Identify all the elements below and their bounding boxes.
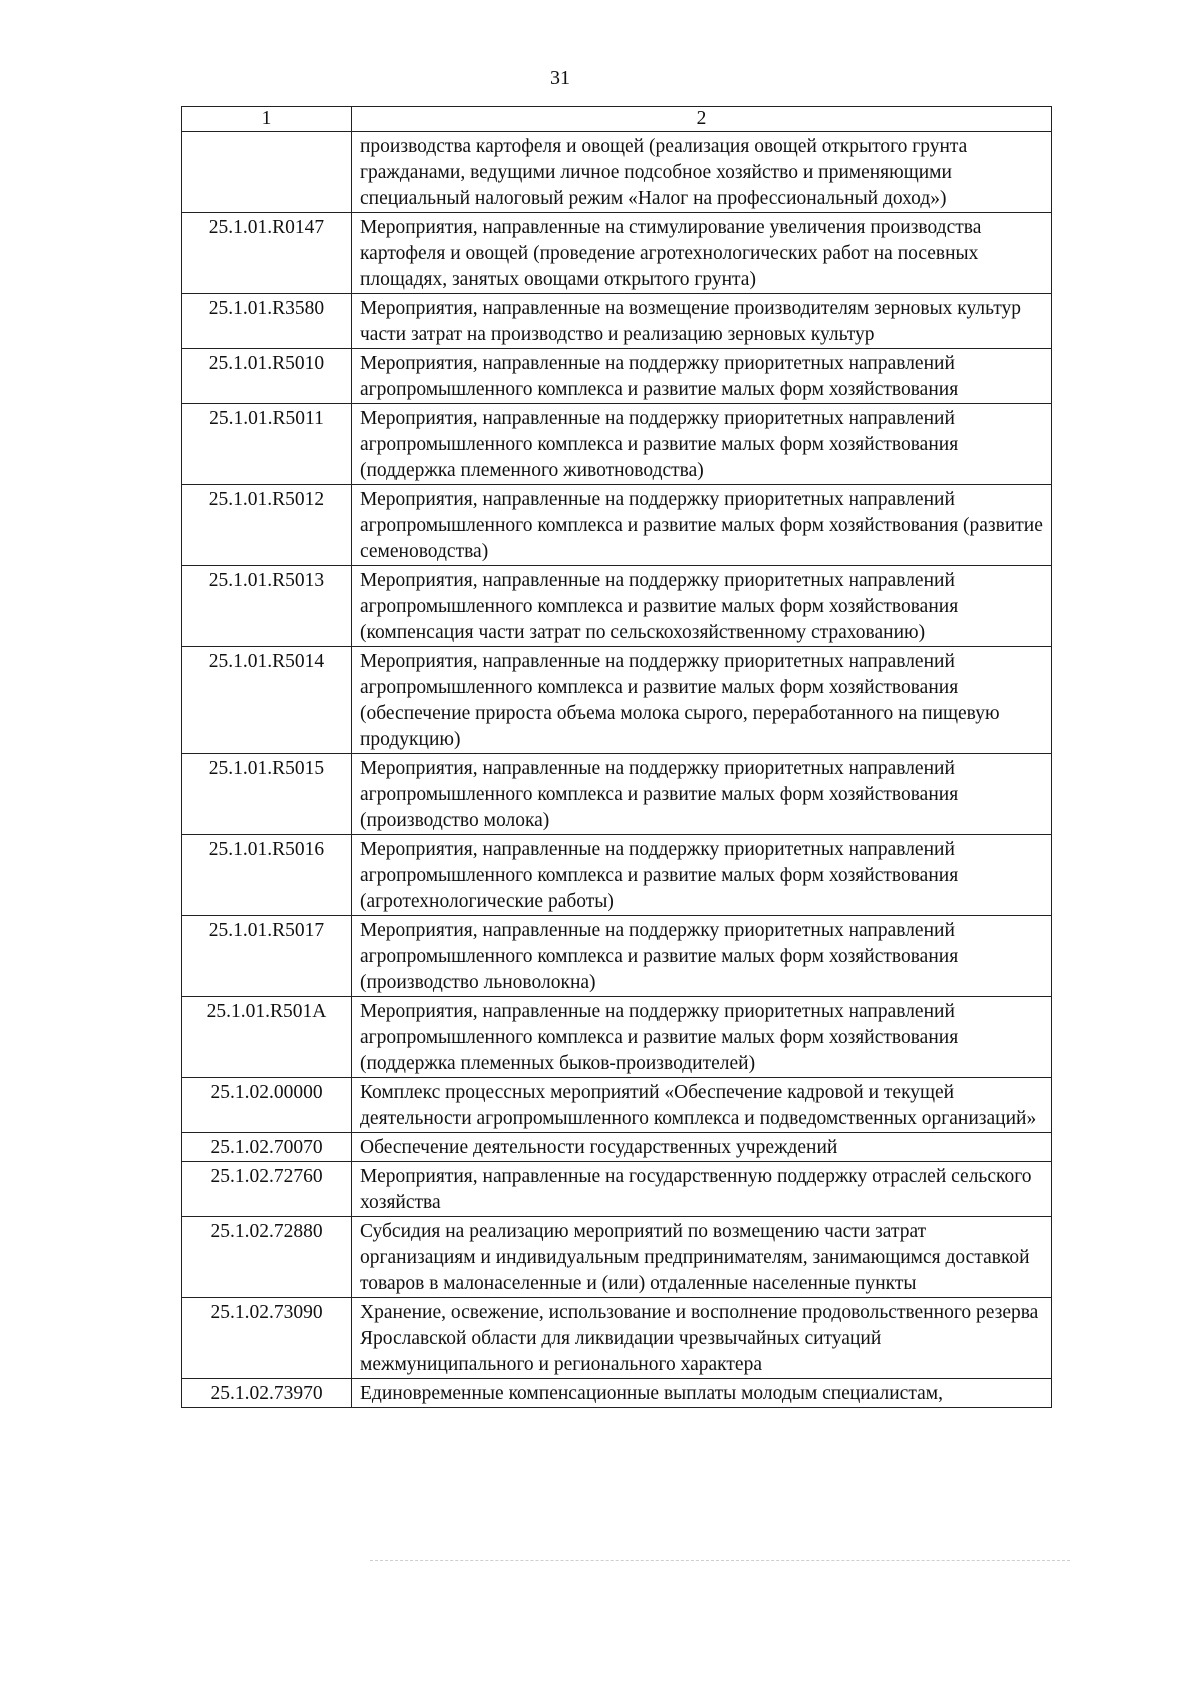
table-row [182,294,1052,349]
description-cell: Единовременные компенсационные выплаты молодым специалистам, [352,1379,1052,1408]
code-cell: 25.1.01.R5012 [182,485,352,566]
description-cell: Мероприятия, направленные на поддержку приоритетных направлений агропромышленного комплекса и развитие малых форм хозяйствования (поддержка племенного животноводства) [352,404,1052,485]
table-row-continuation [182,132,1052,213]
description-cell: Мероприятия, направленные на поддержку приоритетных направлений агропромышленного комплекса и развитие малых форм хозяйствования (производство льноволокна) [352,916,1052,997]
code-cell: 25.1.01.R5014 [182,647,352,754]
code-cell: 25.1.01.R3580 [182,294,352,349]
table-row [182,1078,1052,1133]
code-cell: 25.1.01.R5016 [182,835,352,916]
table-row [182,647,1052,754]
table-row [182,835,1052,916]
description-cell: Мероприятия, направленные на стимулирование увеличения производства картофеля и овощей (проведение агротехнологических работ на посевных площадях, занятых овощами открытого грунта) [352,213,1052,294]
table-row [182,997,1052,1078]
table-row [182,485,1052,566]
table-row-cut-off [182,1379,1052,1408]
code-cell: 25.1.01.R0147 [182,213,352,294]
column-header-number: 1 [182,107,352,132]
scan-bottom-edge-marks [370,1560,1070,1563]
description-cell: Мероприятия, направленные на поддержку приоритетных направлений агропромышленного комплекса и развитие малых форм хозяйствования (компенсация части затрат по сельскохозяйственному страхованию) [352,566,1052,647]
description-cell: Мероприятия, направленные на поддержку приоритетных направлений агропромышленного комплекса и развитие малых форм хозяйствования (обеспечение прироста объема молока сырого, переработанного на пищевую продукцию) [352,647,1052,754]
code-cell: 25.1.01.R5013 [182,566,352,647]
table-row [182,404,1052,485]
description-cell: Мероприятия, направленные на поддержку приоритетных направлений агропромышленного комплекса и развитие малых форм хозяйствования (агротехнологические работы) [352,835,1052,916]
description-cell: производства картофеля и овощей (реализация овощей открытого грунта гражданами, ведущими личное подсобное хозяйство и применяющими специальный налоговый режим «Налог на профессиональный доход») [352,132,1052,213]
table-body [182,132,1052,1408]
description-cell: Комплекс процессных мероприятий «Обеспечение кадровой и текущей деятельности агропромышленного комплекса и подведомственных организаций» [352,1078,1052,1133]
code-cell: 25.1.02.73090 [182,1298,352,1379]
description-cell: Хранение, освежение, использование и восполнение продовольственного резерва Ярославской области для ликвидации чрезвычайных ситуаций межмуниципального и регионального характера [352,1298,1052,1379]
code-cell: 25.1.01.R5010 [182,349,352,404]
description-cell: Субсидия на реализацию мероприятий по возмещению части затрат организациям и индивидуальным предпринимателям, занимающимся доставкой товаров в малонаселенные и (или) отдаленные населенные пункты [352,1217,1052,1298]
table-row [182,213,1052,294]
code-cell: 25.1.02.72880 [182,1217,352,1298]
description-cell: Мероприятия, направленные на поддержку приоритетных направлений агропромышленного комплекса и развитие малых форм хозяйствования (поддержка племенных быков-производителей) [352,997,1052,1078]
code-cell: 25.1.02.00000 [182,1078,352,1133]
description-cell: Мероприятия, направленные на государственную поддержку отраслей сельского хозяйства [352,1162,1052,1217]
code-cell: 25.1.01.R5015 [182,754,352,835]
description-cell: Мероприятия, направленные на поддержку приоритетных направлений агропромышленного комплекса и развитие малых форм хозяйствования [352,349,1052,404]
code-cell: 25.1.01.R5017 [182,916,352,997]
table-row [182,1162,1052,1217]
table-row [182,349,1052,404]
description-cell: Обеспечение деятельности государственных учреждений [352,1133,1052,1162]
table-row [182,916,1052,997]
table-row [182,566,1052,647]
code-cell: 25.1.02.73970 [182,1379,352,1408]
description-cell: Мероприятия, направленные на возмещение производителям зерновых культур части затрат на производство и реализацию зерновых культур [352,294,1052,349]
code-cell: 25.1.01.R5011 [182,404,352,485]
budget-classification-table [181,106,1052,1408]
table-row [182,754,1052,835]
table-row [182,1298,1052,1379]
code-cell: 25.1.02.72760 [182,1162,352,1217]
table-header-row [182,107,1052,132]
description-cell: Мероприятия, направленные на поддержку приоритетных направлений агропромышленного комплекса и развитие малых форм хозяйствования (развитие семеноводства) [352,485,1052,566]
description-cell: Мероприятия, направленные на поддержку приоритетных направлений агропромышленного комплекса и развитие малых форм хозяйствования (производство молока) [352,754,1052,835]
code-cell-empty [182,132,352,213]
table-row [182,1217,1052,1298]
page-number: 31 [550,67,570,89]
code-cell: 25.1.01.R501A [182,997,352,1078]
column-header-description: 2 [352,107,1052,132]
code-cell: 25.1.02.70070 [182,1133,352,1162]
table-row [182,1133,1052,1162]
